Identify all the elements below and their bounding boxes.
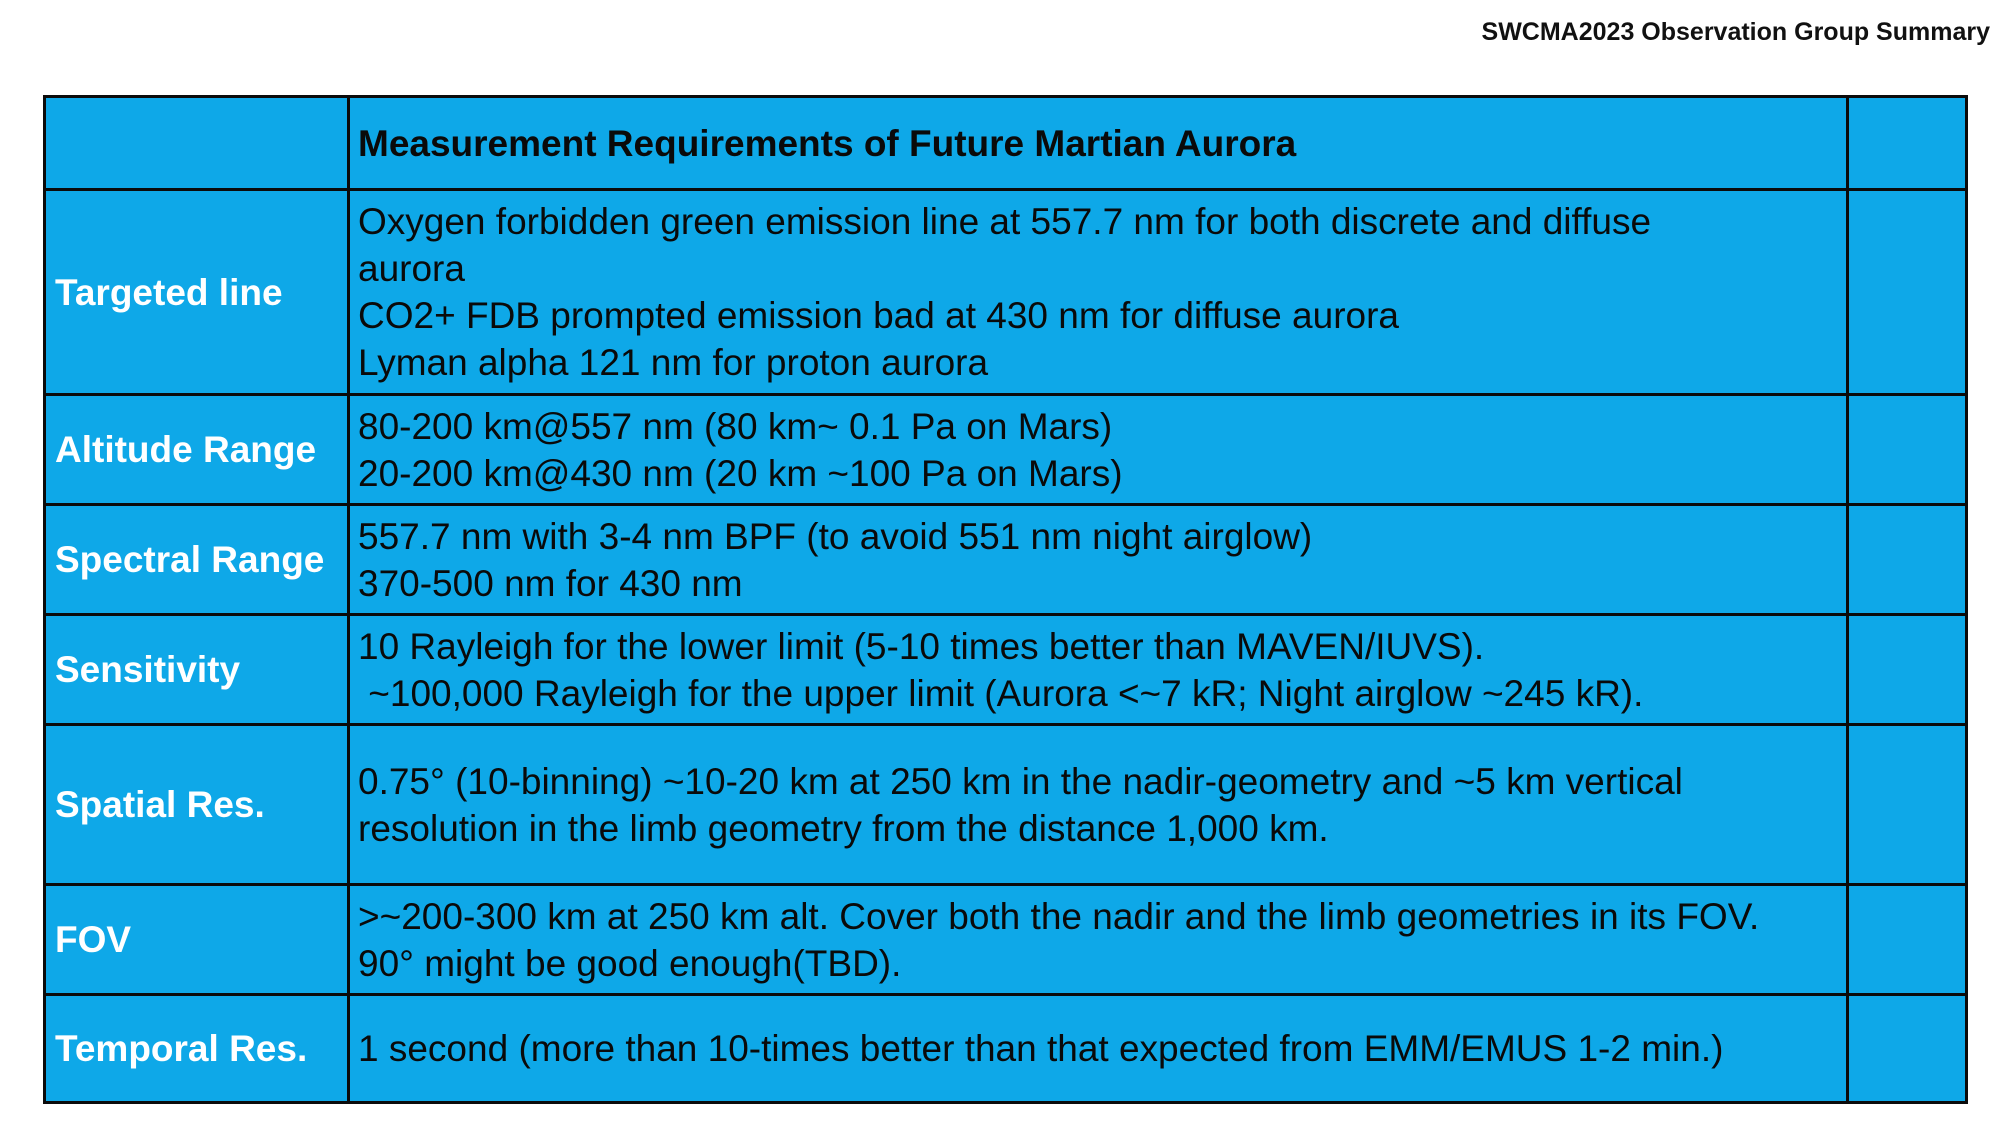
row-value-line: Lyman alpha 121 nm for proton aurora (358, 342, 989, 383)
row-value-line: Oxygen forbidden green emission line at 557.7 nm for both discrete and diffuse (358, 201, 1652, 242)
extra-empty-cell (1848, 97, 1967, 190)
row-value-line: ~100,000 Rayleigh for the upper limit (Aurora <~7 kR; Night airglow ~245 kR). (358, 672, 1644, 714)
row-value-line: resolution in the limb geometry from the distance 1,000 km. (358, 807, 1329, 849)
row-value-line: 557.7 nm with 3-4 nm BPF (to avoid 551 nm night airglow) (358, 515, 1313, 557)
extra-empty-cell (1848, 885, 1967, 995)
header-empty-cell (45, 97, 349, 190)
row-value-line: 370-500 nm for 430 nm (358, 562, 743, 604)
table-row (45, 995, 1967, 1103)
table-row (45, 505, 1967, 615)
row-value-line: 1 second (more than 10-times better than that expected from EMM/EMUS 1-2 min.) (358, 1028, 1724, 1069)
row-value-line: 80-200 km@557 nm (80 km~ 0.1 Pa on Mars) (358, 405, 1113, 447)
row-label-fov: FOV (45, 885, 349, 995)
row-label-spectral-range: Spectral Range (45, 505, 349, 615)
page-header-title: SWCMA2023 Observation Group Summary (1481, 18, 1990, 46)
table-heading: Measurement Requirements of Future Martian Aurora (349, 97, 1848, 190)
table-row (45, 725, 1967, 885)
row-value-line: 90° might be good enough(TBD). (358, 942, 902, 984)
row-value-sensitivity (349, 615, 1848, 725)
table-row (45, 885, 1967, 995)
requirements-table (43, 95, 1968, 1104)
extra-empty-cell (1848, 995, 1967, 1103)
row-value-temporal-res (349, 995, 1848, 1103)
row-value-fov (349, 885, 1848, 995)
row-value-line: 0.75° (10-binning) ~10-20 km at 250 km in the nadir-geometry and ~5 km vertical (358, 760, 1683, 802)
row-label-targeted-line: Targeted line (45, 190, 349, 395)
row-value-altitude-range (349, 395, 1848, 505)
extra-empty-cell (1848, 505, 1967, 615)
row-value-line: aurora (358, 248, 465, 289)
row-value-line: >~200-300 km at 250 km alt. Cover both the nadir and the limb geometries in its FOV. (358, 895, 1760, 937)
row-value-line: 10 Rayleigh for the lower limit (5-10 times better than MAVEN/IUVS). (358, 625, 1485, 667)
table-header-row (45, 97, 1967, 190)
row-value-spatial-res (349, 725, 1848, 885)
table-row (45, 190, 1967, 395)
row-label-temporal-res: Temporal Res. (45, 995, 349, 1103)
extra-empty-cell (1848, 615, 1967, 725)
extra-empty-cell (1848, 725, 1967, 885)
table-row (45, 395, 1967, 505)
extra-empty-cell (1848, 190, 1967, 395)
row-label-sensitivity: Sensitivity (45, 615, 349, 725)
row-label-altitude-range: Altitude Range (45, 395, 349, 505)
table-row (45, 615, 1967, 725)
row-value-line: CO2+ FDB prompted emission bad at 430 nm for diffuse aurora (358, 295, 1399, 336)
extra-empty-cell (1848, 395, 1967, 505)
row-value-line: 20-200 km@430 nm (20 km ~100 Pa on Mars) (358, 452, 1123, 494)
row-value-targeted-line (349, 190, 1848, 395)
row-label-spatial-res: Spatial Res. (45, 725, 349, 885)
row-value-spectral-range (349, 505, 1848, 615)
